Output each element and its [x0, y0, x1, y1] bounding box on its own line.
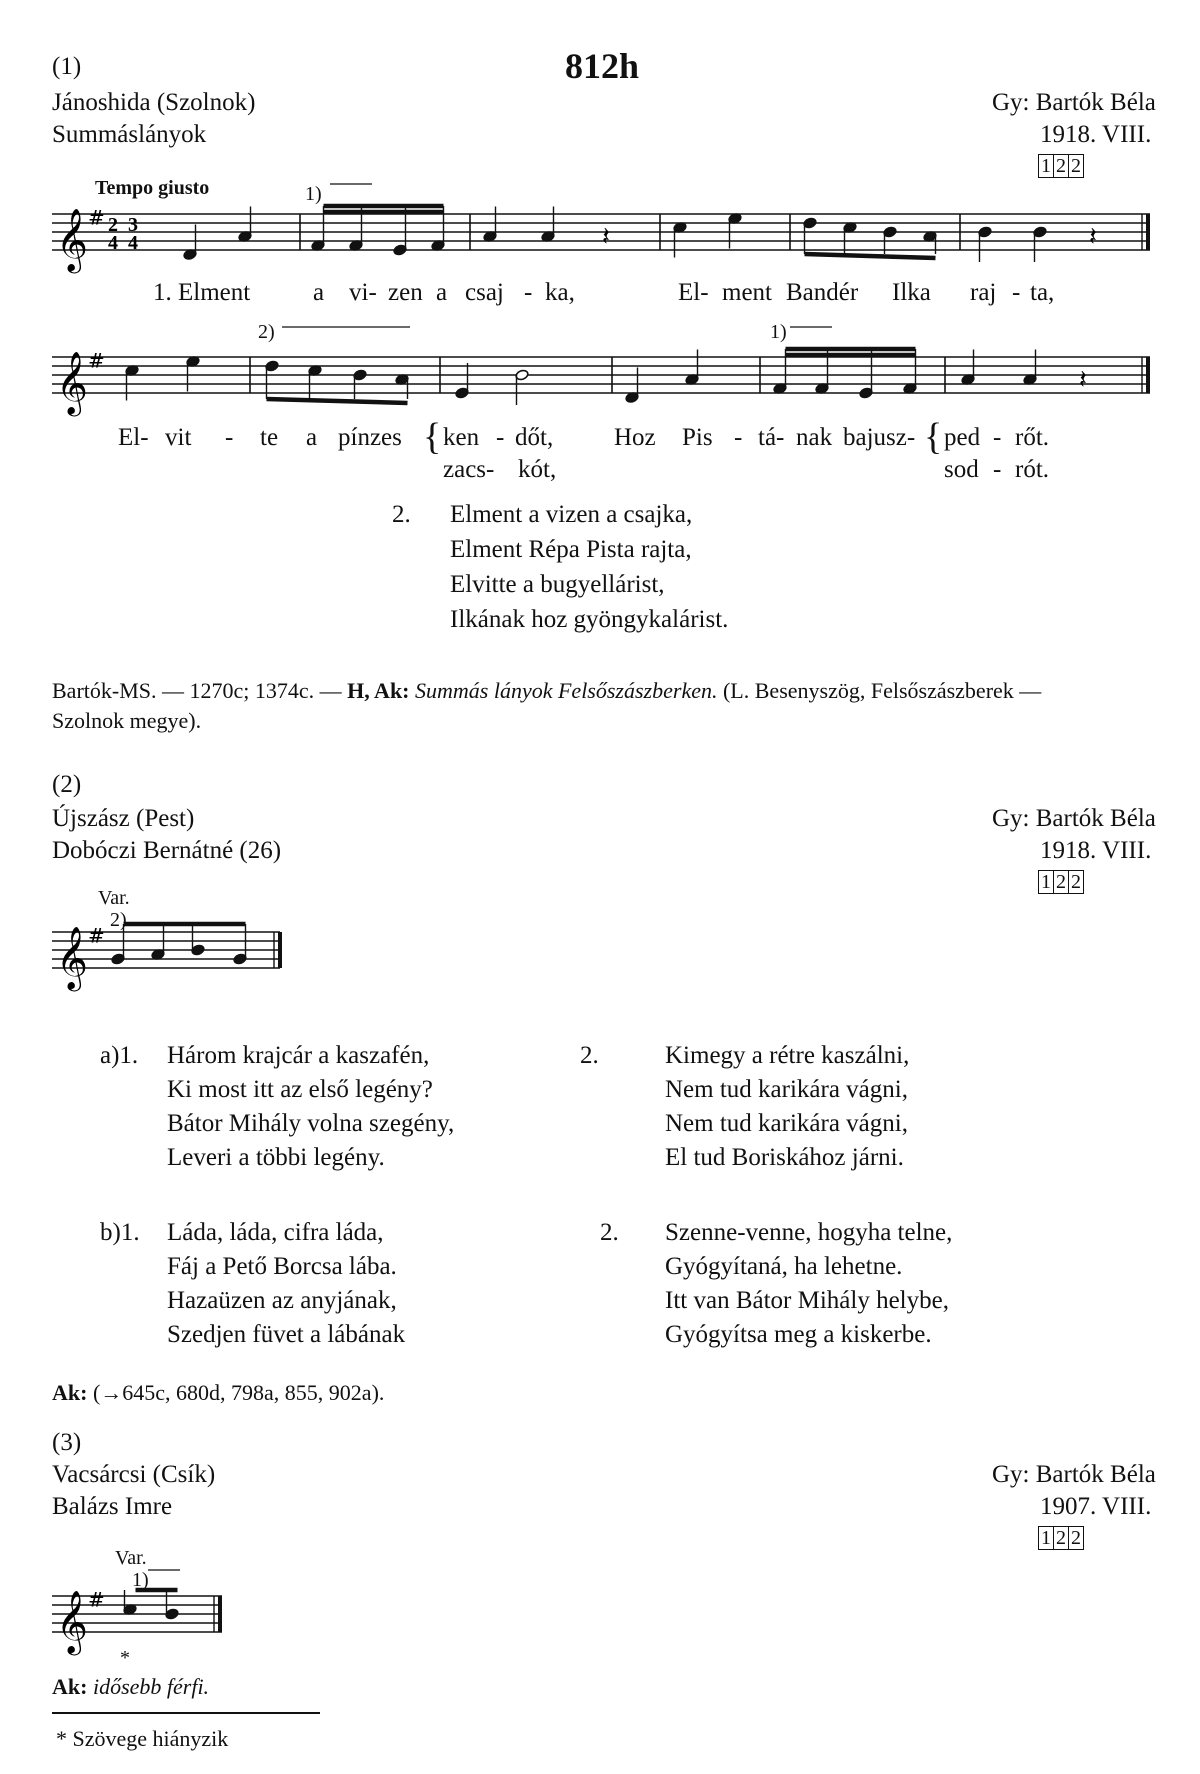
verse-line: Elment Répa Pista rajta,: [450, 536, 692, 563]
verse-number: 2.: [580, 1042, 599, 1069]
class-box: 2: [1068, 870, 1084, 894]
verse-line: Itt van Bátor Mihály helybe,: [665, 1287, 949, 1314]
section-3-collector: Gy: Bartók Béla: [992, 1461, 1156, 1488]
section-2-collector: Gy: Bartók Béla: [992, 805, 1156, 832]
lyric: Ilka: [892, 279, 931, 306]
quarter-rest-icon: 𝄽: [602, 222, 610, 252]
section-2-references: Ak: (→645c, 680d, 798a, 855, 902a).: [52, 1380, 385, 1405]
time-signature: 3: [128, 214, 138, 236]
time-signature: 4: [108, 232, 118, 254]
final-barline: [1146, 214, 1150, 250]
verse-line: Nem tud karikára vágni,: [665, 1110, 908, 1137]
variant-label: Var.: [98, 887, 130, 909]
lyric: vi-: [349, 279, 377, 306]
section-3-performer: Balázs Imre: [52, 1493, 173, 1520]
variant-mark: 2): [258, 321, 275, 343]
time-signature: 2: [108, 214, 118, 236]
section-3-references: Ak: idősebb férfi.: [52, 1674, 210, 1699]
lyric: dőt,: [515, 424, 554, 451]
key-signature-sharp-icon: #: [88, 1587, 105, 1612]
verse-line: Ilkának hoz gyöngykalárist.: [450, 606, 729, 633]
lyric: pínzes: [338, 424, 402, 451]
lyric: -: [1012, 279, 1021, 306]
lyric: Pis: [682, 424, 713, 451]
page-title: 812h: [565, 46, 640, 86]
lyric: a: [306, 424, 318, 451]
class-box: 2: [1068, 1526, 1084, 1550]
lyric: kót,: [518, 456, 557, 483]
lyric: raj: [970, 279, 997, 306]
verse-line: Szedjen füvet a lábának: [167, 1321, 406, 1348]
variant-mark: 1): [132, 1569, 149, 1591]
section-2-classification: [1038, 868, 1083, 894]
quarter-rest-icon: 𝄽: [1089, 222, 1097, 252]
variant-label: Var.: [115, 1547, 147, 1569]
verse-number: b)1.: [100, 1219, 140, 1246]
verse-line: Elment a vizen a csajka,: [450, 501, 693, 528]
class-box: 2: [1053, 870, 1069, 894]
verse-line: Elvitte a bugyellárist,: [450, 571, 665, 598]
time-signature: 4: [128, 232, 138, 254]
verse-line: Fáj a Pető Borcsa lába.: [167, 1253, 397, 1280]
lyric: a: [313, 279, 325, 306]
lyric: rőt.: [1015, 424, 1050, 451]
lyric: zen: [388, 279, 423, 306]
source-reference-cont: Szolnok megye).: [52, 708, 202, 733]
footnote-star: *: [120, 1647, 130, 1669]
lyric: te: [260, 424, 279, 451]
section-3-classification: [1038, 1524, 1083, 1550]
lyric: bajusz-: [843, 424, 916, 451]
lyric: -: [993, 456, 1002, 483]
lyric: -: [993, 424, 1002, 451]
lyric: ment: [722, 279, 772, 306]
lyric: El-: [678, 279, 709, 306]
section-1-performer: Summáslányok: [52, 121, 207, 148]
source-reference: Bartók-MS. — 1270c; 1374c. — H, Ak: Summás lányok Felsőszászberken. (L. Besenyszög, Felsőszászberek —: [52, 678, 1042, 703]
section-1-date: 1918. VIII.: [1040, 121, 1152, 148]
lyric: 1. Elment: [153, 279, 251, 306]
verse-line: Ki most itt az első legény?: [167, 1076, 433, 1103]
footnote-rule: [52, 1712, 320, 1714]
lyric: Hoz: [614, 424, 656, 451]
section-1-place: Jánoshida (Szolnok): [52, 89, 256, 116]
verse-line: Láda, láda, cifra láda,: [167, 1219, 384, 1246]
section-1-collector: Gy: Bartók Béla: [992, 89, 1156, 116]
final-barline: [218, 1596, 222, 1632]
variant-mark: 1): [770, 321, 787, 343]
brace: {: [423, 416, 442, 458]
class-box: 2: [1053, 1526, 1069, 1550]
key-signature-sharp-icon: #: [88, 923, 105, 948]
brace: {: [924, 416, 943, 458]
note-beam: [267, 399, 408, 403]
verse-line: Gyógyítaná, ha lehetne.: [665, 1253, 903, 1280]
lyric: Bandér: [786, 279, 859, 306]
verse-number: a)1.: [100, 1042, 139, 1069]
lyric: ken: [443, 424, 480, 451]
class-box: 2: [1068, 154, 1084, 178]
lyric: ka,: [545, 279, 575, 306]
tempo-marking: Tempo giusto: [95, 177, 210, 199]
verse-line: Három krajcár a kaszafén,: [167, 1042, 430, 1069]
lyric: zacs-: [443, 456, 495, 483]
class-box: 1: [1038, 1526, 1054, 1550]
verse-line: Bátor Mihály volna szegény,: [167, 1110, 455, 1137]
footnote: * Szövege hiányzik: [56, 1726, 229, 1751]
verse-number: 2.: [600, 1219, 619, 1246]
verse-line: Nem tud karikára vágni,: [665, 1076, 908, 1103]
lyric: sod: [944, 456, 979, 483]
lyric: a: [436, 279, 448, 306]
lyric: vit: [165, 424, 192, 451]
section-3-date: 1907. VIII.: [1040, 1493, 1152, 1520]
lyric: -: [496, 424, 505, 451]
section-3-number: (3): [52, 1429, 82, 1456]
class-box: 2: [1053, 154, 1069, 178]
lyric: ta,: [1030, 279, 1055, 306]
variant-mark: 1): [305, 183, 322, 205]
quarter-rest-icon: 𝄽: [1079, 365, 1087, 395]
section-1-number: (1): [52, 53, 82, 80]
verse-line: Leveri a többi legény.: [167, 1144, 385, 1171]
verse-line: El tud Boriskához járni.: [665, 1144, 904, 1171]
section-3-place: Vacsárcsi (Csík): [52, 1461, 216, 1488]
lyric: -: [225, 424, 234, 451]
lyric: -: [734, 424, 743, 451]
note-beam: [805, 254, 936, 258]
lyric: csaj: [465, 279, 504, 306]
treble-clef-icon: 𝄞: [56, 926, 88, 989]
section-2-performer: Dobóczi Bernátné (26): [52, 837, 282, 864]
lyric: El-: [118, 424, 149, 451]
treble-clef-icon: 𝄞: [56, 1590, 88, 1653]
final-barline: [1146, 357, 1150, 393]
lyric: tá-: [758, 424, 785, 451]
verse-line: Gyógyítsa meg a kiskerbe.: [665, 1321, 932, 1348]
verse-line: Hazaüzen az anyjának,: [167, 1287, 397, 1314]
treble-clef-icon: 𝄞: [56, 351, 88, 414]
class-box: 1: [1038, 870, 1054, 894]
key-signature-sharp-icon: #: [88, 348, 105, 373]
section-2-number: (2): [52, 771, 82, 798]
lyric: ped: [944, 424, 981, 451]
lyric: -: [524, 279, 533, 306]
final-barline: [278, 932, 282, 968]
section-2-date: 1918. VIII.: [1040, 837, 1152, 864]
class-box: 1: [1038, 154, 1054, 178]
lyric: rót.: [1015, 456, 1050, 483]
verse-line: Kimegy a rétre kaszálni,: [665, 1042, 910, 1069]
treble-clef-icon: 𝄞: [56, 208, 88, 271]
verse-number: 2.: [392, 501, 411, 528]
key-signature-sharp-icon: #: [88, 205, 105, 230]
section-2-place: Újszász (Pest): [52, 805, 195, 832]
verse-line: Szenne-venne, hogyha telne,: [665, 1219, 953, 1246]
variant-mark: 2): [110, 909, 127, 931]
lyric: nak: [796, 424, 833, 451]
